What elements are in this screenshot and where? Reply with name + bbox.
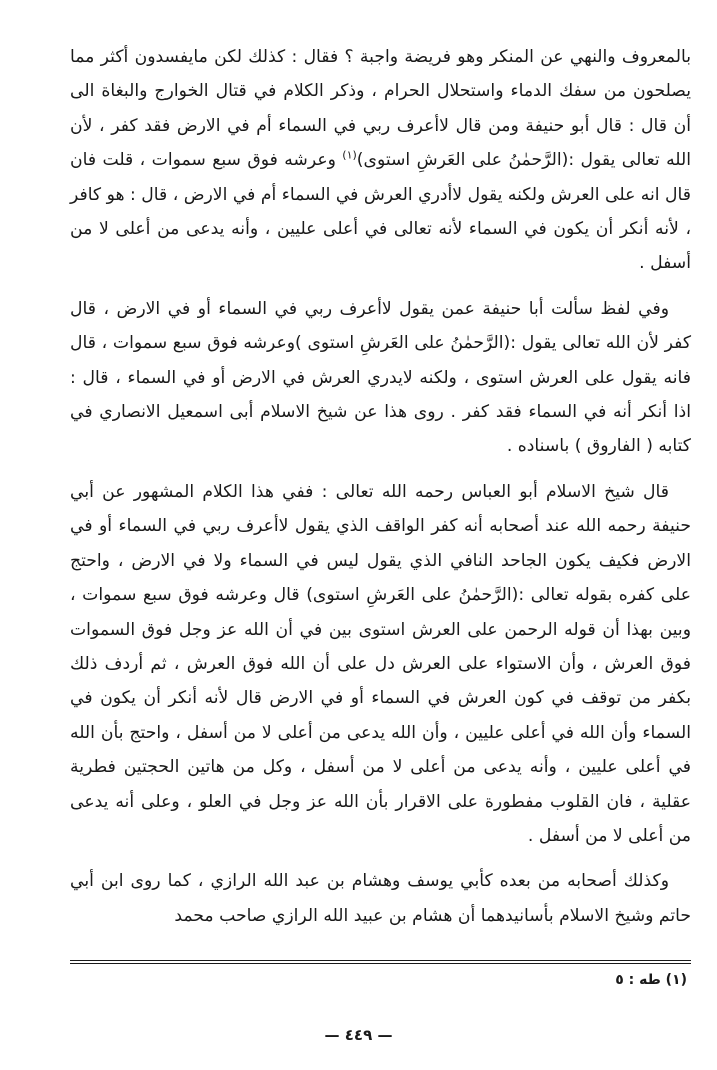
footnote: (١) طه : ٥: [615, 972, 687, 988]
paragraph-2: وفي لفظ سألت أبا حنيفة عمن يقول لاأعرف ربي في السماء أو في الارض ، قال كفر لأن الله تعالى يقول :(الرَّحمٰنُ على العَرشِ استوى )وعرشه فوق سبع سموات ، قال فانه يقول على العرش استوى ، ولكنه لايدري العرش في الارض أو في السماء ، قال : اذا أنكر أنه في السماء فقد كفر . روى هذا عن شيخ الاسلام أبى اسمعيل الانصاري في كتابه ( الفاروق ) باسناده .: [70, 298, 691, 457]
paragraph-1: [70, 40, 691, 281]
main-text: [70, 40, 691, 933]
footnote-marker: (١): [342, 148, 357, 162]
paragraph-4: وكذلك أصحابه من بعده كأبي يوسف وهشام بن عبد الله الرازي ، كما روى ابن أبي حاتم وشيخ الاسلام بأسانيدهما أن هشام بن عبيد الله الرازي صاحب محمد: [70, 871, 691, 926]
page-number: — ٤٤٩ —: [324, 1026, 393, 1044]
footnote-divider: [70, 960, 691, 961]
paragraph-1-text-before: بالمعروف والنهي عن المنكر وهو فريضة واجبة ؟ فقال : كذلك لكن مايفسدون أكثر مما يصلحون من سفك الدماء واستحلال الحرام ، وذكر الكلام في قتال الخوارج والبغاة الى أن قال : قال أبو حنيفة ومن قال لاأعرف ربي في السماء أم في الارض فقد كفر ، لأن الله تعالى يقول :(الرَّحمٰنُ على العَرشِ استوى): [70, 47, 691, 171]
paragraph-3: قال شيخ الاسلام أبو العباس رحمه الله تعالى : ففي هذا الكلام المشهور عن أبي حنيفة رحمه الله عند أصحابه أنه كفر الواقف الذي يقول لاأعرف ربي في السماء أو في الارض فكيف يكون الجاحد النافي الذي يقول ليس في السماء ولا في الارض ، واحتج على كفره بقوله تعالى :(الرَّحمٰنُ على العَرشِ استوى) قال وعرشه فوق سبع سموات ، وبين بهذا أن قوله الرحمن على العرش استوى بين في أن الله عز وجل فوق السموات فوق العرش ، وأن الاستواء على العرش دل على أن الله فوق العرش ، ثم أردف ذلك بكفر من توقف في كون العرش في السماء أو في الارض قال لأنه أنكر أن يكون في السماء وأن الله في أعلى عليين ، وأن الله يدعى من أعلى لا من أسفل ، واحتج بأن الله في أعلى عليين ، وأنه يدعى من أعلى لا من أسفل ، وكل من هاتين الحجتين فطرية عقلية ، فان القلوب مفطورة على الاقرار بأن الله عز وجل في العلو ، وعلى أنه يدعى من أعلى لا من أسفل .: [70, 481, 691, 846]
paragraph-1-text-after: وعرشه فوق سبع سموات ، قلت فان قال انه على العرش ولكنه يقول لاأدري العرش في السماء أم في الارض ، قال : هو كافر ، لأنه أنكر أن يكون في السماء لأنه تعالى في أعلى عليين ، وأنه يدعى من أعلى لا من أسفل .: [70, 150, 691, 274]
footnote-divider-secondary: [70, 963, 691, 964]
